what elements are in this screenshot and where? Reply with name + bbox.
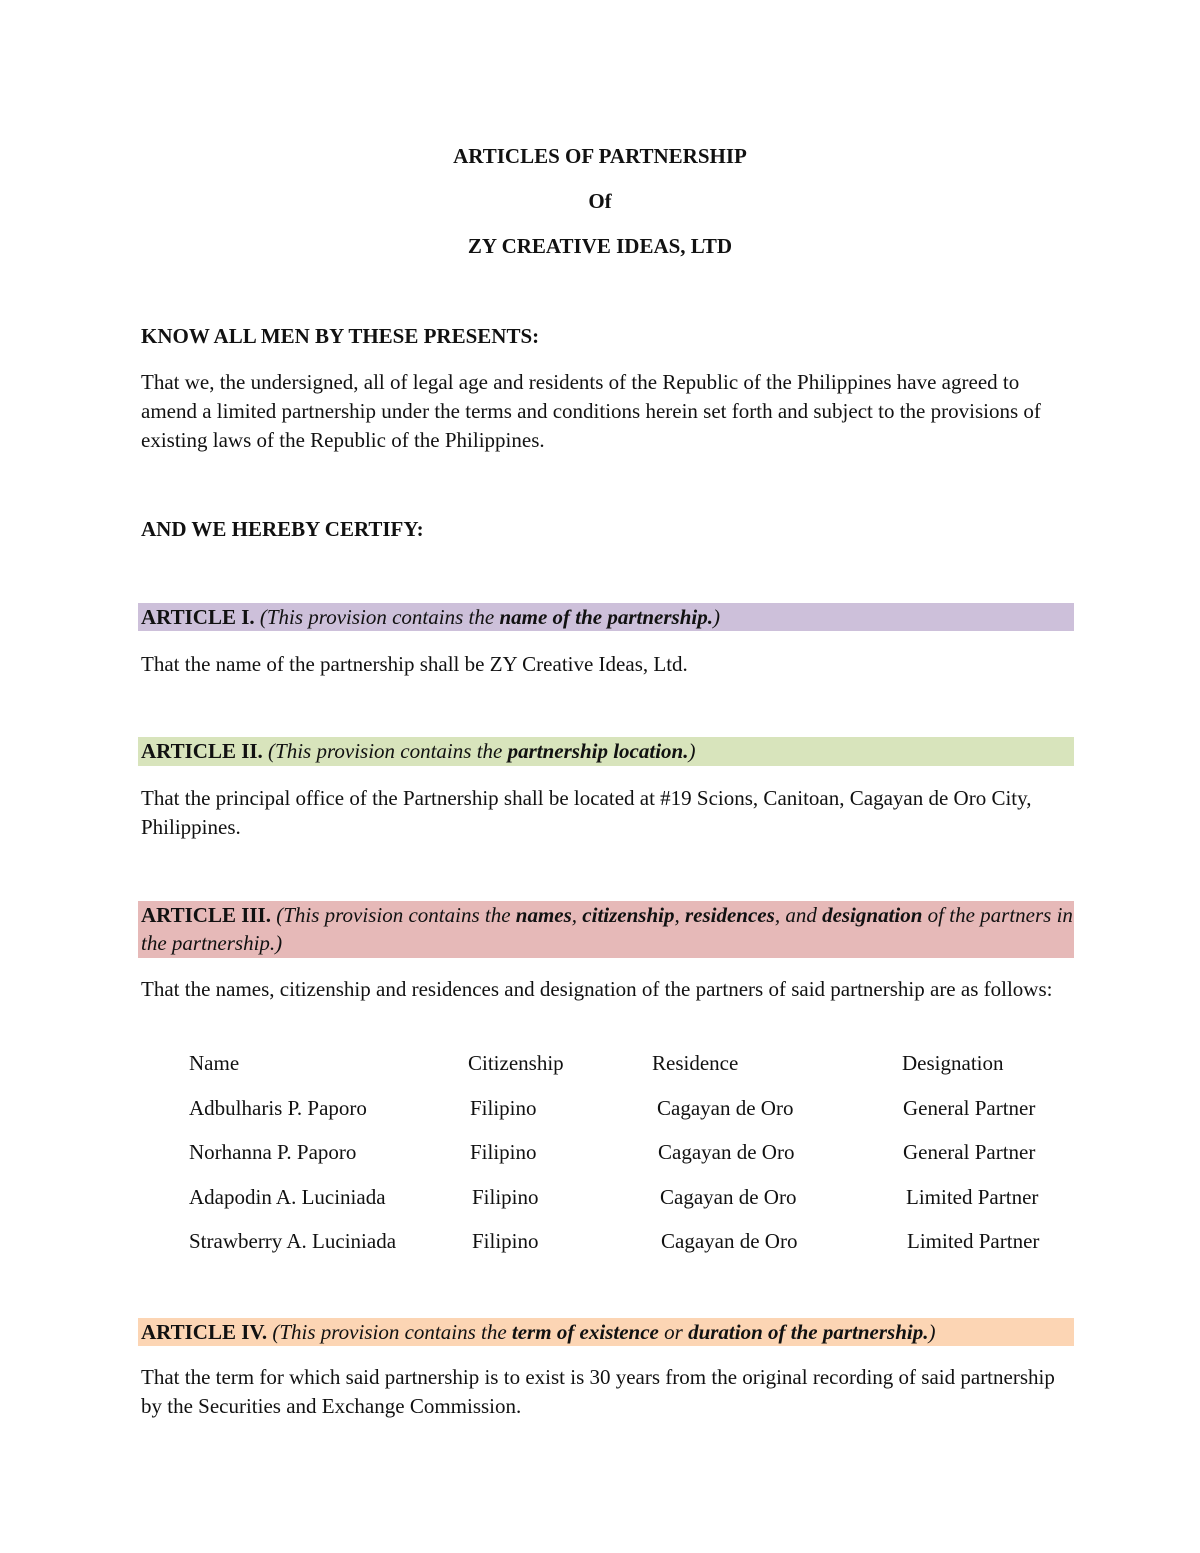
partner-designation: Limited Partner	[907, 1229, 1040, 1253]
document-title-of: Of	[588, 189, 612, 213]
preamble-heading: KNOW ALL MEN BY THESE PRESENTS:	[141, 324, 540, 348]
header-residence: Residence	[652, 1051, 739, 1075]
partner-residence: Cagayan de Oro	[657, 1096, 794, 1120]
article-3-body: That the names, citizenship and residences and designation of the partners of said partnership are as follows:	[141, 977, 1053, 1001]
article-4-note: (This provision contains the term of existence or duration of the partnership.)	[272, 1320, 936, 1344]
article-2-note: (This provision contains the partnership location.)	[268, 739, 696, 763]
article-1-label: ARTICLE I.	[141, 605, 255, 629]
header-citizenship: Citizenship	[468, 1051, 564, 1075]
partner-name: Adbulharis P. Paporo	[189, 1096, 367, 1120]
document-title: ARTICLES OF PARTNERSHIP	[453, 144, 747, 168]
partner-residence: Cagayan de Oro	[660, 1185, 797, 1209]
header-name: Name	[189, 1051, 240, 1075]
article-4-heading	[138, 1318, 1074, 1346]
partner-residence: Cagayan de Oro	[661, 1229, 798, 1253]
partner-designation: General Partner	[903, 1096, 1036, 1120]
partner-citizenship: Filipino	[472, 1185, 539, 1209]
article-1-note: (This provision contains the name of the partnership.)	[259, 605, 720, 629]
header-designation: Designation	[902, 1051, 1004, 1075]
partner-designation: Limited Partner	[906, 1185, 1039, 1209]
partner-residence: Cagayan de Oro	[658, 1140, 795, 1164]
certify-heading: AND WE HEREBY CERTIFY:	[141, 517, 424, 541]
article-4-label: ARTICLE IV.	[141, 1320, 268, 1344]
article-2-label: ARTICLE II.	[141, 739, 263, 763]
partner-citizenship: Filipino	[470, 1096, 537, 1120]
partner-name: Norhanna P. Paporo	[189, 1140, 357, 1164]
partner-name: Adapodin A. Luciniada	[189, 1185, 386, 1209]
partner-citizenship: Filipino	[470, 1140, 537, 1164]
partner-citizenship: Filipino	[472, 1229, 539, 1253]
company-name-title: ZY CREATIVE IDEAS, LTD	[467, 234, 733, 258]
article-3-heading	[138, 901, 1074, 958]
article-2-body: That the principal office of the Partnership shall be located at #19 Scions, Canitoan, Cagayan de Oro City, Philippines.	[141, 786, 1032, 839]
article-3-label: ARTICLE III.	[141, 903, 271, 927]
partner-designation: General Partner	[903, 1140, 1036, 1164]
article-4-body: That the term for which said partnership is to exist is 30 years from the original recording of said partnership by the Securities and Exchange Commission.	[141, 1365, 1055, 1418]
article-3-note: (This provision contains the names, citizenship, residences, and designation of the partners in the partnership.)	[141, 903, 1073, 955]
article-1-body: That the name of the partnership shall be ZY Creative Ideas, Ltd.	[141, 652, 688, 676]
article-1-heading	[138, 603, 1074, 631]
preamble-text: That we, the undersigned, all of legal age and residents of the Republic of the Philippines have agreed to amend a limited partnership under the terms and conditions herein set forth and subject to the provisions of existing laws of the Republic of the Philippines.	[141, 370, 1041, 452]
partner-name: Strawberry A. Luciniada	[189, 1229, 397, 1253]
article-2-heading	[138, 737, 1074, 766]
